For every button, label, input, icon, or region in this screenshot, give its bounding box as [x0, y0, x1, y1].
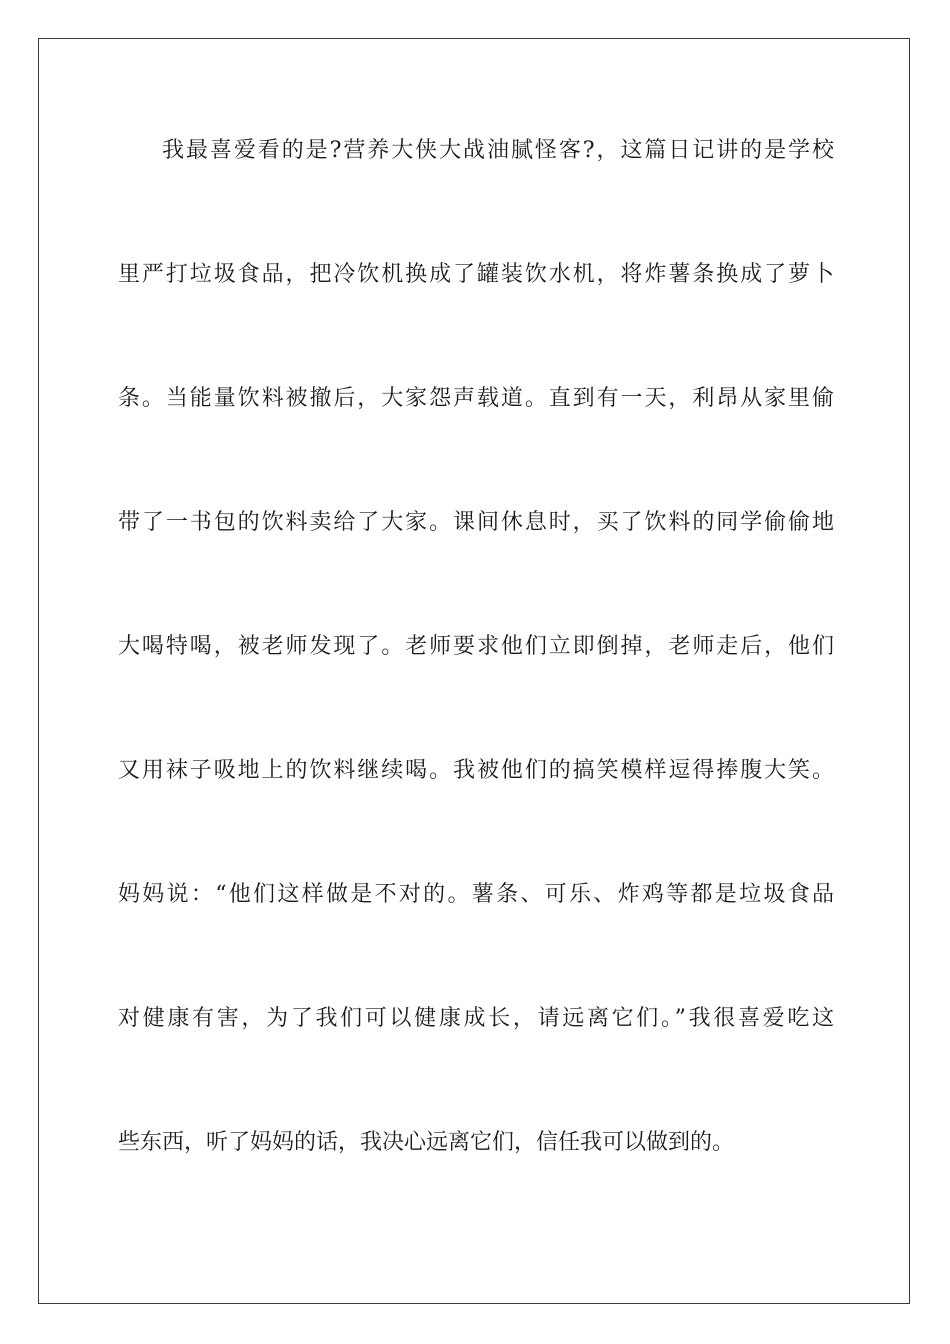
- paragraph-line-7: 妈妈说：“他们这样做是不对的。薯条、可乐、炸鸡等都是垃圾食品: [118, 882, 834, 907]
- paragraph-line-6: 又用袜子吸地上的饮料继续喝。我被他们的搞笑模样逗得捧腹大笑。: [118, 758, 834, 783]
- paragraph-line-5: 大喝特喝，被老师发现了。老师要求他们立即倒掉，老师走后，他们: [118, 634, 834, 659]
- paragraph-line-2: 里严打垃圾食品，把冷饮机换成了罐装饮水机，将炸薯条换成了萝卜: [118, 262, 834, 287]
- paragraph-line-3: 条。当能量饮料被撤后，大家怨声载道。直到有一天，利昂从家里偷: [118, 386, 834, 411]
- paragraph-line-8: 对健康有害，为了我们可以健康成长，请远离它们。”我很喜爱吃这: [118, 1006, 834, 1031]
- paragraph-line-9: 些东西，听了妈妈的话，我决心远离它们，信任我可以做到的。: [118, 1130, 735, 1155]
- paragraph-line-1: 我最喜爱看的是?营养大侠大战油腻怪客?，这篇日记讲的是学校: [162, 138, 834, 163]
- page-border: [38, 38, 910, 1304]
- paragraph-line-4: 带了一书包的饮料卖给了大家。课间休息时，买了饮料的同学偷偷地: [118, 510, 834, 535]
